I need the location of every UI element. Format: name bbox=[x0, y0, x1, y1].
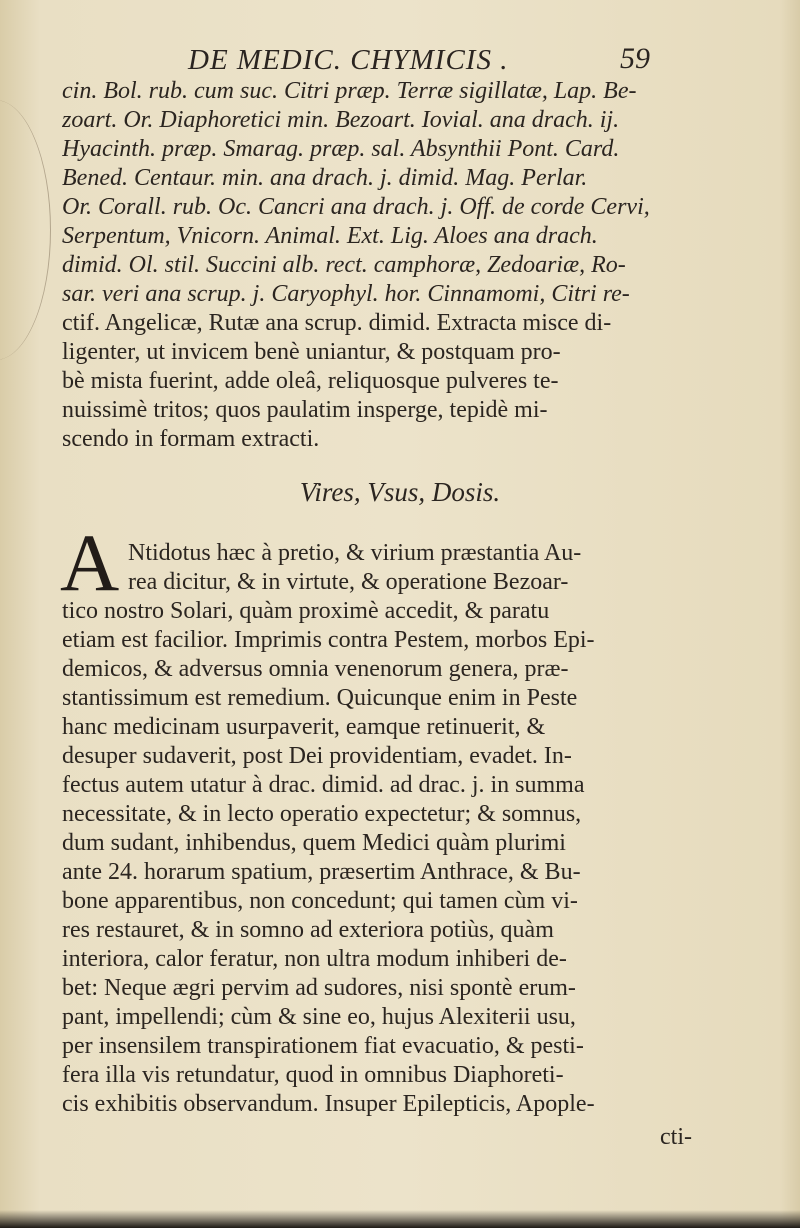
recipe-line: Bened. Centaur. min. ana drach. j. dimid. Mag. Perlar. bbox=[62, 165, 588, 191]
body-line: stantissimum est remedium. Quicunque enim in Peste bbox=[62, 685, 578, 711]
body-line: desuper sudaverit, post Dei providentiam, evadet. In- bbox=[62, 743, 572, 769]
body-line: pant, impellendi; cùm & sine eo, hujus Alexiterii usu, bbox=[62, 1004, 576, 1030]
recipe-line: Or. Corall. rub. Oc. Cancri ana drach. j. Off. de corde Cervi, bbox=[62, 194, 650, 220]
body-line: bet: Neque ægri pervim ad sudores, nisi spontè erum- bbox=[62, 975, 576, 1001]
body-line: etiam est facilior. Imprimis contra Pestem, morbos Epi- bbox=[62, 627, 595, 653]
body-line: fectus autem utatur à drac. dimid. ad drac. j. in summa bbox=[62, 772, 585, 798]
body-line: rea dicitur, & in virtute, & operatione Bezoar- bbox=[128, 569, 569, 595]
drop-cap: A bbox=[60, 517, 120, 608]
body-line: tico nostro Solari, quàm proximè accedit, & paratu bbox=[62, 598, 550, 624]
body-line: necessitate, & in lecto operatio expectetur; & somnus, bbox=[62, 801, 582, 827]
body-line: Ntidotus hæc à pretio, & virium præstantia Au- bbox=[128, 540, 582, 566]
recipe-line: Hyacinth. præp. Smarag. præp. sal. Absynthii Pont. Card. bbox=[62, 136, 620, 162]
body-line: dum sudant, inhibendus, quem Medici quàm plurimi bbox=[62, 830, 566, 856]
body-line: cis exhibitis observandum. Insuper Epilepticis, Apople- bbox=[62, 1091, 595, 1117]
recipe-line: bè mista fuerint, adde oleâ, reliquosque pulveres te- bbox=[62, 368, 559, 394]
catchword: cti- bbox=[660, 1124, 692, 1150]
recipe-line: ctif. Angelicæ, Rutæ ana scrup. dimid. Extracta misce di- bbox=[62, 310, 612, 336]
body-line: hanc medicinam usurpaverit, eamque retinuerit, & bbox=[62, 714, 546, 740]
recipe-line: scendo in formam extracti. bbox=[62, 426, 320, 452]
body-line: ante 24. horarum spatium, præsertim Anthrace, & Bu- bbox=[62, 859, 581, 885]
body-line: demicos, & adversus omnia venenorum genera, præ- bbox=[62, 656, 569, 682]
recipe-line: zoart. Or. Diaphoretici min. Bezoart. Iovial. ana drach. ij. bbox=[62, 107, 620, 133]
page-header bbox=[0, 44, 800, 80]
section-heading: Vires, Vsus, Dosis. bbox=[299, 477, 501, 507]
recipe-line: nuissimè tritos; quos paulatim insperge, tepidè mi- bbox=[62, 397, 548, 423]
recipe-line: sar. veri ana scrup. j. Caryophyl. hor. Cinnamomi, Citri re- bbox=[62, 281, 630, 307]
recipe-line: ligenter, ut invicem benè uniantur, & postquam pro- bbox=[62, 339, 561, 365]
body-line: bone apparentibus, non concedunt; qui tamen cùm vi- bbox=[62, 888, 578, 914]
page-edge-shadow bbox=[0, 100, 51, 360]
recipe-line: Serpentum, Vnicorn. Animal. Ext. Lig. Aloes ana drach. bbox=[62, 223, 598, 249]
recipe-line: cin. Bol. rub. cum suc. Citri præp. Terræ sigillatæ, Lap. Be- bbox=[62, 78, 637, 104]
body-line: interiora, calor feratur, non ultra modum inhiberi de- bbox=[62, 946, 567, 972]
body-line: fera illa vis retundatur, quod in omnibus Diaphoreti- bbox=[62, 1062, 564, 1088]
body-line: res restauret, & in somno ad exteriora potiùs, quàm bbox=[62, 917, 554, 943]
recipe-line: dimid. Ol. stil. Succini alb. rect. camphoræ, Zedoariæ, Ro- bbox=[62, 252, 626, 278]
body-line: per insensilem transpirationem fiat evacuatio, & pesti- bbox=[62, 1033, 584, 1059]
running-title: DE MEDIC. CHYMICIS . bbox=[188, 44, 509, 76]
page-number: 59 bbox=[620, 42, 650, 75]
